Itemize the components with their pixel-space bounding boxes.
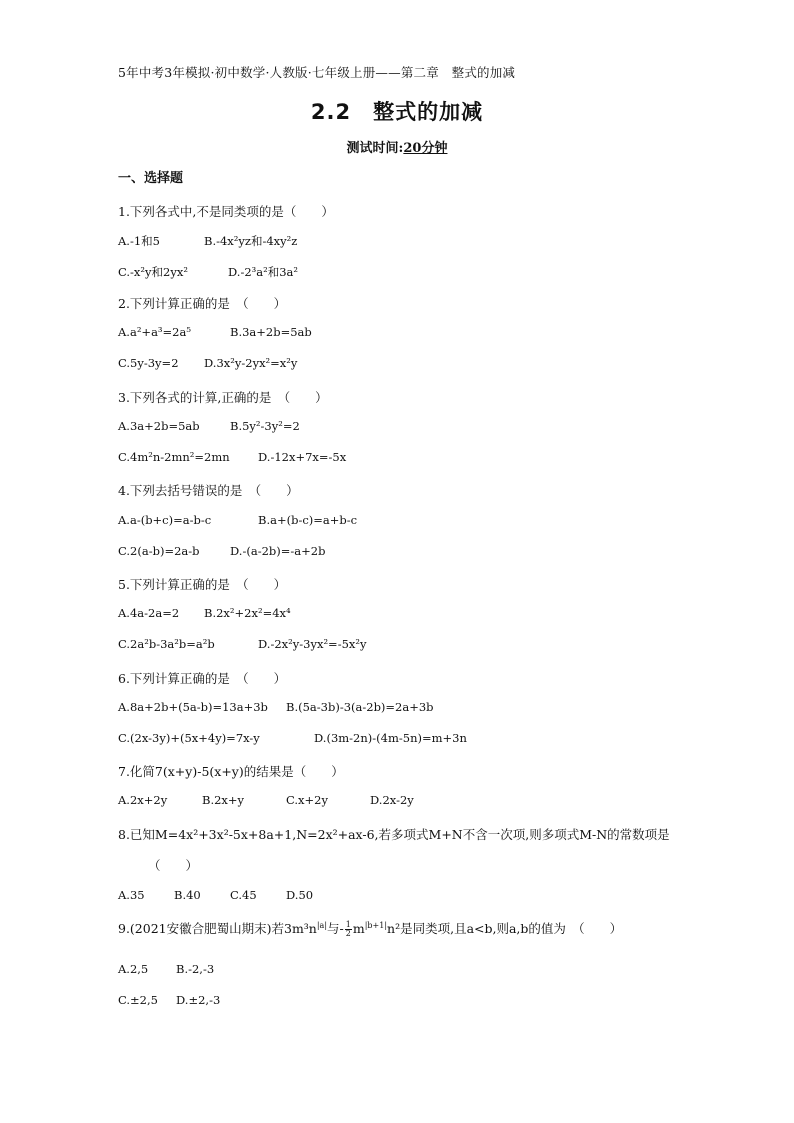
q6-option-c: C.(2x-3y)+(5x+4y)=7x-y xyxy=(118,731,260,745)
q4-option-a: A.a-(b+c)=a-b-c xyxy=(118,513,212,527)
q9-option-a: A.2,5 xyxy=(118,962,149,976)
q7-option-a: A.2x+2y xyxy=(118,793,168,807)
q5-option-d: D.-2x²y-3yx²=-5x²y xyxy=(258,637,367,651)
q9-stem-part: n²是同类项,且a<b,则a,b的值为 （ ） xyxy=(387,921,623,936)
q9-stem-part: m xyxy=(352,921,365,936)
q9-exponent: |b+1| xyxy=(364,920,388,930)
section-heading: 一、选择题 xyxy=(118,171,184,186)
question-8-bracket: （ ） xyxy=(148,858,199,873)
question-3: 3.下列各式的计算,正确的是 （ ） xyxy=(118,390,328,405)
fraction-numerator: 1 xyxy=(345,920,351,929)
q1-option-d: D.-2³a²和3a² xyxy=(228,265,299,279)
question-4: 4.下列去括号错误的是 （ ） xyxy=(118,483,299,498)
q8-options-row1 xyxy=(118,888,313,902)
q4-option-b: B.a+(b-c)=a+b-c xyxy=(258,513,358,527)
q9-option-d: D.±2,-3 xyxy=(176,993,221,1007)
q9-options-row2 xyxy=(118,993,220,1007)
q8-option-c: C.45 xyxy=(230,888,257,902)
q2-option-b: B.3a+2b=5ab xyxy=(230,325,312,339)
q9-options-row1 xyxy=(118,962,214,976)
q6-option-a: A.8a+2b+(5a-b)=13a+3b xyxy=(118,700,268,714)
fraction-denominator: 2 xyxy=(345,929,351,938)
q1-options-row2 xyxy=(118,264,298,280)
q1-option-a: A.-1和5 xyxy=(118,234,160,248)
q5-option-b: B.2x²+2x²=4x⁴ xyxy=(204,606,291,620)
q9-exponent: |a| xyxy=(316,920,328,930)
question-2: 2.下列计算正确的是 （ ） xyxy=(118,296,287,311)
q8-option-b: B.40 xyxy=(174,888,201,902)
q3-option-b: B.5y²-3y²=2 xyxy=(230,419,300,433)
q2-option-c: C.5y-3y=2 xyxy=(118,356,179,370)
q8-option-d: D.50 xyxy=(286,888,314,902)
q9-option-b: B.-2,-3 xyxy=(176,962,215,976)
q6-options-row2 xyxy=(118,731,467,745)
q3-option-c: C.4m²n-2mn²=2mn xyxy=(118,450,230,464)
q1-option-c: C.-x²y和2yx² xyxy=(118,265,188,279)
q5-option-a: A.4a-2a=2 xyxy=(118,606,180,620)
test-time-value: 20分钟 xyxy=(403,141,448,156)
running-header: 5年中考3年模拟·初中数学·人教版·七年级上册——第二章 整式的加减 xyxy=(118,65,516,80)
q9-option-c: C.±2,5 xyxy=(118,993,158,1007)
q5-options-row2 xyxy=(118,637,367,651)
question-7: 7.化简7(x+y)-5(x+y)的结果是（ ） xyxy=(118,764,344,779)
question-6: 6.下列计算正确的是 （ ） xyxy=(118,671,287,686)
test-time-label: 测试时间: xyxy=(346,141,404,156)
q2-option-d: D.3x²y-2yx²=x²y xyxy=(204,356,298,370)
q2-options-row2 xyxy=(118,356,297,370)
q5-options-row1 xyxy=(118,606,291,620)
q6-options-row1 xyxy=(118,700,434,714)
q8-option-a: A.35 xyxy=(118,888,145,902)
test-time xyxy=(0,137,794,156)
question-8: 8.已知M=4x²+3x²-5x+8a+1,N=2x²+ax-6,若多项式M+N不含一次项,则多项式M-N的常数项是 xyxy=(118,827,670,842)
q3-options-row2 xyxy=(118,450,346,464)
q3-option-d: D.-12x+7x=-5x xyxy=(258,450,347,464)
section-title: 2.2 整式的加减 xyxy=(310,100,484,124)
q4-options-row2 xyxy=(118,544,325,558)
q7-option-c: C.x+2y xyxy=(286,793,328,807)
q7-option-b: B.2x+y xyxy=(202,793,245,807)
q6-option-d: D.(3m-2n)-(4m-5n)=m+3n xyxy=(314,731,467,745)
q5-option-c: C.2a²b-3a²b=a²b xyxy=(118,637,215,651)
q9-stem-part: 9.(2021安徽合肥蜀山期末)若3m³n xyxy=(118,921,317,936)
q4-options-row1 xyxy=(118,513,357,527)
q1-option-b: B.-4x²yz和-4xy²z xyxy=(204,234,298,248)
q3-options-row1 xyxy=(118,419,300,433)
q4-option-d: D.-(a-2b)=-a+2b xyxy=(230,544,326,558)
q9-stem-part: 与- xyxy=(327,921,344,936)
question-9 xyxy=(118,919,622,938)
question-1: 1.下列各式中,不是同类项的是（ ） xyxy=(118,204,334,219)
q3-option-a: A.3a+2b=5ab xyxy=(118,419,200,433)
q9-fraction xyxy=(345,921,352,938)
q7-option-d: D.2x-2y xyxy=(370,793,414,807)
q1-options-row1 xyxy=(118,233,297,249)
q6-option-b: B.(5a-3b)-3(a-2b)=2a+3b xyxy=(286,700,434,714)
q7-options-row1 xyxy=(118,793,414,807)
q4-option-c: C.2(a-b)=2a-b xyxy=(118,544,200,558)
q2-option-a: A.a²+a³=2a⁵ xyxy=(118,325,191,339)
q2-options-row1 xyxy=(118,325,312,339)
question-5: 5.下列计算正确的是 （ ） xyxy=(118,577,287,592)
